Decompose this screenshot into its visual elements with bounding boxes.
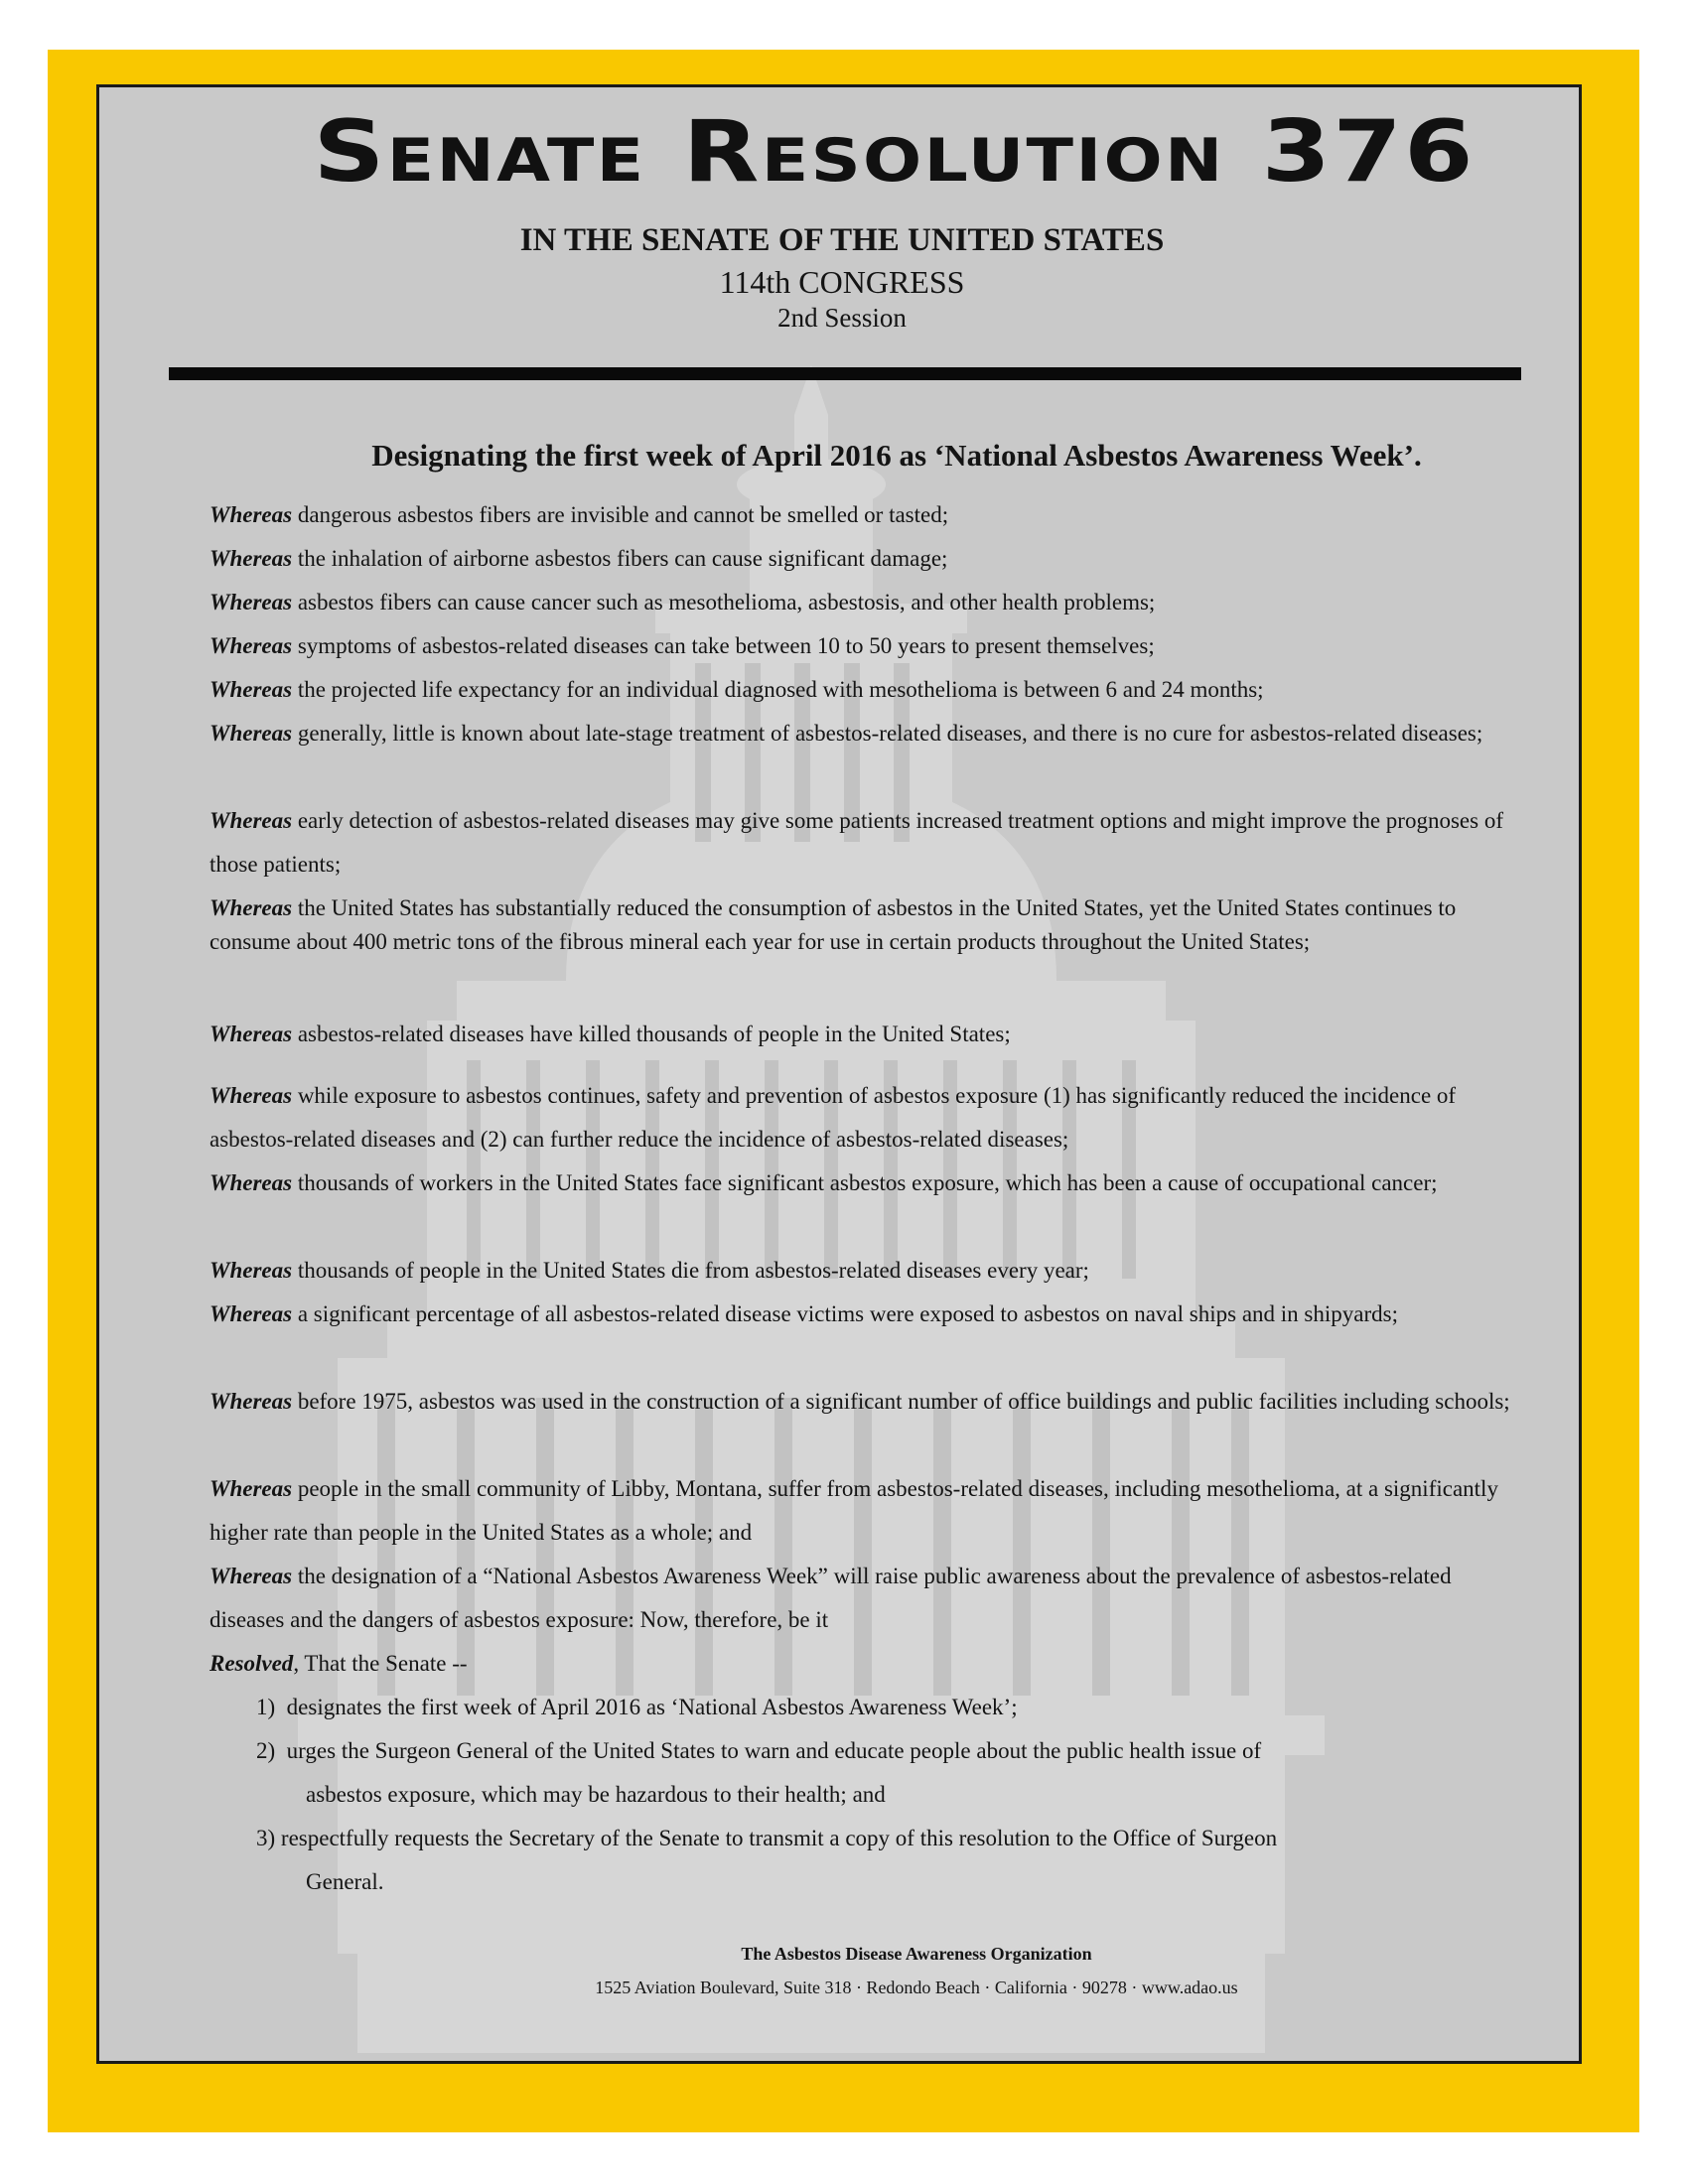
- whereas-clause: Whereas while exposure to asbestos continues, safety and prevention of asbestos exposure (1) has significantly reduced the incidence of asbestos-related diseases and (2) can further reduce the incidence of asbestos-related diseases;: [210, 1083, 1457, 1152]
- whereas-clause: Whereas people in the small community of Libby, Montana, suffer from asbestos-related diseases, including mesothelioma, at a significantly higher rate than people in the United States as a whole; and: [210, 1476, 1498, 1545]
- whereas-clause: Whereas generally, little is known about late-stage treatment of asbestos-related diseases, and there is no cure for asbestos-related diseases;: [210, 721, 1483, 746]
- whereas-clause: Whereas a significant percentage of all asbestos-related disease victims were exposed to asbestos on naval ships and in shipyards;: [210, 1301, 1398, 1326]
- whereas-clause: Whereas the projected life expectancy for an individual diagnosed with mesothelioma is between 6 and 24 months;: [210, 677, 1264, 702]
- whereas-clause: Whereas thousands of people in the United States die from asbestos-related diseases every year;: [210, 1258, 1089, 1283]
- resolved-item: 1) designates the first week of April 2016 as ‘National Asbestos Awareness Week’;: [256, 1695, 1018, 1719]
- whereas-clause: Whereas the inhalation of airborne asbestos fibers can cause significant damage;: [210, 546, 948, 571]
- whereas-clause: Whereas dangerous asbestos fibers are invisible and cannot be smelled or tasted;: [210, 502, 949, 527]
- whereas-clause: Whereas the designation of a “National Asbestos Awareness Week” will raise public awareness about the prevalence of asbestos-related diseases and the dangers of asbestos exposure: Now, therefore, be it: [210, 1564, 1452, 1632]
- whereas-clause: Whereas the United States has substantially reduced the consumption of asbestos in the United States, yet the United States continues to consume about 400 metric tons of the fibrous mineral each year for use in certain products throughout the United States;: [210, 895, 1457, 954]
- senate-line: IN THE SENATE OF THE UNITED STATES: [519, 222, 1165, 258]
- whereas-clause: Whereas early detection of asbestos-related diseases may give some patients increased treatment options and might improve the prognoses of those patients;: [210, 808, 1503, 877]
- footer-org: The Asbestos Disease Awareness Organization: [741, 1944, 1092, 1964]
- resolved-clause: Resolved, That the Senate --: [210, 1651, 468, 1676]
- whereas-clause: Whereas asbestos fibers can cause cancer such as mesothelioma, asbestosis, and other health problems;: [210, 590, 1156, 614]
- footer-address: 1525 Aviation Boulevard, Suite 318 · Redondo Beach · California · 90278 · www.adao.us: [595, 1978, 1238, 1997]
- resolution-panel: [96, 84, 1582, 2064]
- resolved-item: 3) respectfully requests the Secretary of the Senate to transmit a copy of this resolution to the Office of Surgeon General.: [256, 1826, 1278, 1894]
- whereas-clause: Whereas before 1975, asbestos was used in the construction of a significant number of office buildings and public facilities including schools;: [210, 1389, 1510, 1414]
- page-title: Senate Resolution 376: [312, 102, 1476, 202]
- divider-rule: [169, 367, 1521, 380]
- whereas-clause: Whereas thousands of workers in the United States face significant asbestos exposure, which has been a cause of occupational cancer;: [210, 1170, 1438, 1195]
- session-line: 2nd Session: [777, 303, 907, 333]
- whereas-clause: Whereas asbestos-related diseases have killed thousands of people in the United States;: [210, 1022, 1011, 1046]
- resolved-item: 2) urges the Surgeon General of the United States to warn and educate people about the public health issue of asbestos exposure, which may be hazardous to their health; and: [256, 1738, 1262, 1807]
- whereas-clause: Whereas symptoms of asbestos-related diseases can take between 10 to 50 years to present themselves;: [210, 633, 1155, 658]
- congress-line: 114th CONGRESS: [719, 264, 965, 300]
- resolution-heading: Designating the first week of April 2016 as ‘National Asbestos Awareness Week’.: [371, 438, 1422, 473]
